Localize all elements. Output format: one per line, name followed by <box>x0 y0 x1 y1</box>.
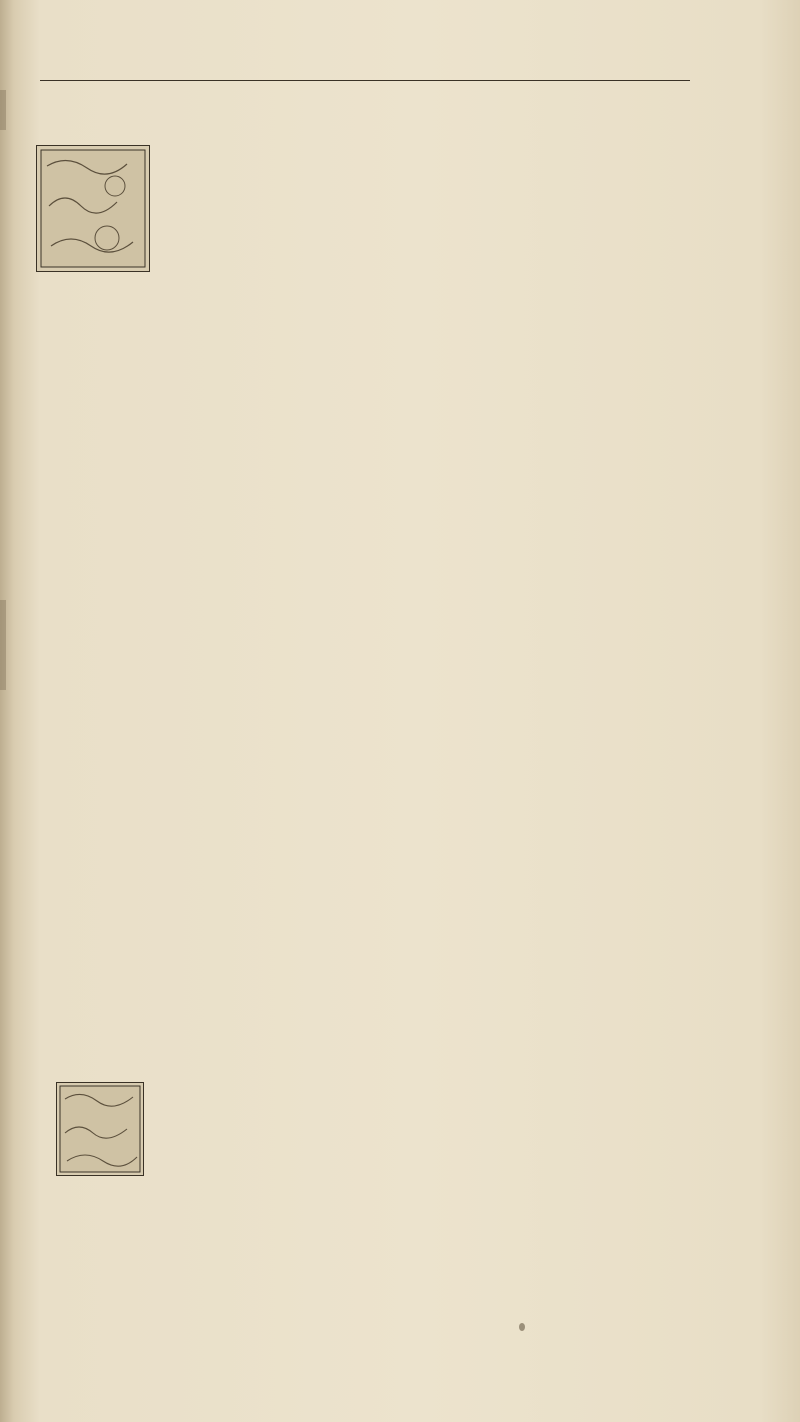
decorated-initial-p <box>56 1082 144 1176</box>
decorated-initial-l <box>36 145 150 272</box>
gutter-shadow <box>0 600 6 690</box>
ink-stain <box>519 1323 525 1331</box>
header-rule <box>40 80 690 81</box>
gutter-shadow <box>0 90 6 130</box>
ornament-initial-icon <box>57 1083 143 1175</box>
ornament-initial-icon <box>37 146 149 271</box>
